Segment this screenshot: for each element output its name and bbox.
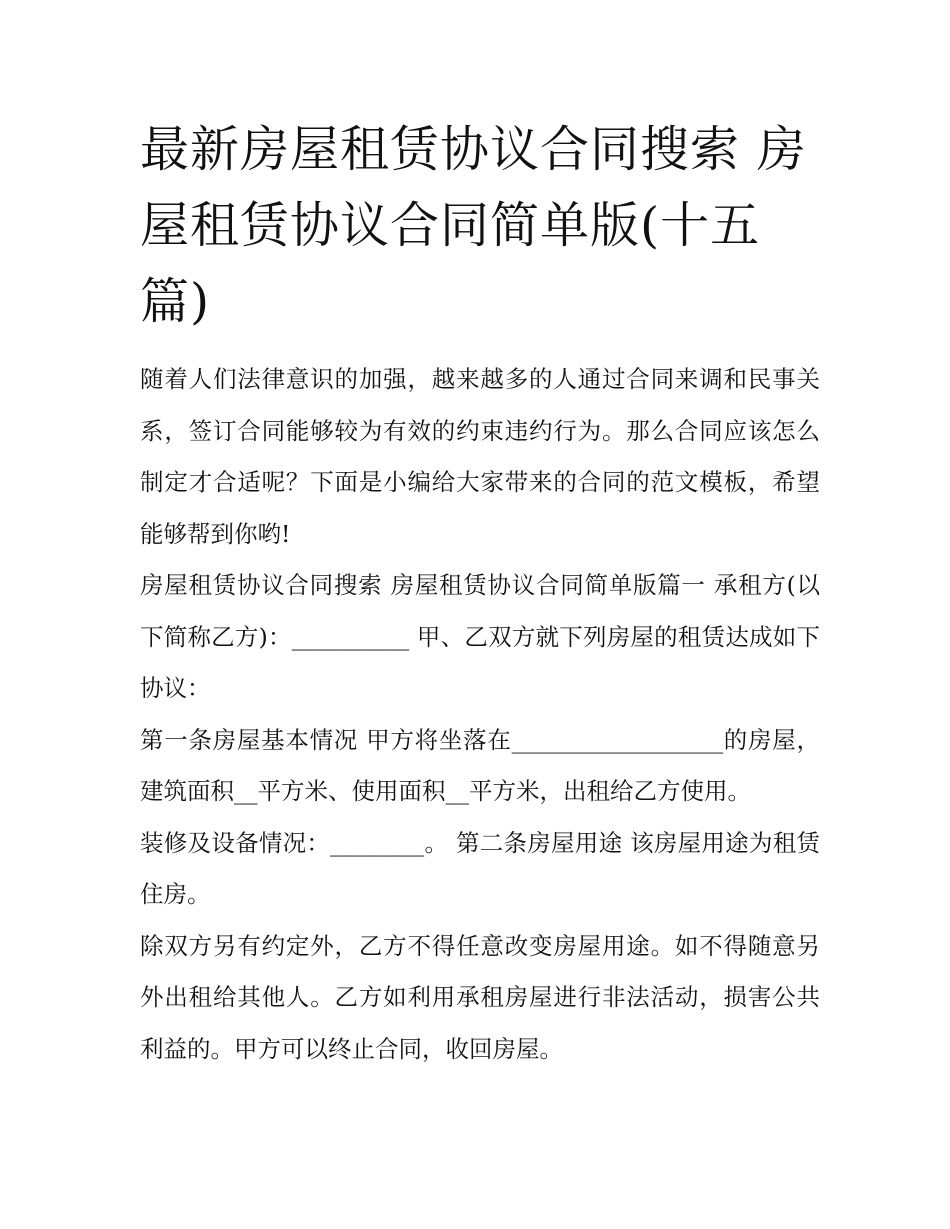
- paragraph-article-one: 第一条房屋基本情况 甲方将坐落在__________________的房屋，建筑面积__平方米、使用面积__平方米，出租给乙方使用。: [140, 725, 820, 805]
- paragraph-article-two: 装修及设备情况：________。 第二条房屋用途 该房屋用途为租赁住房。: [140, 828, 820, 908]
- paragraph-intro: 随着人们法律意识的加强，越来越多的人通过合同来调和民事关系，签订合同能够较为有效的约束违约行为。那么合同应该怎么制定才合适呢？下面是小编给大家带来的合同的范文模板，希望能够帮到你哟!: [140, 365, 820, 548]
- document-title: 最新房屋租赁协议合同搜索 房屋租赁协议合同简单版(十五篇): [140, 121, 807, 330]
- paragraph-contract-opening: 房屋租赁协议合同搜索 房屋租赁协议合同简单版篇一 承租方(以下简称乙方)：__________ 甲、乙双方就下列房屋的租赁达成如下协议：: [140, 571, 820, 702]
- paragraph-usage-restriction: 除双方另有约定外，乙方不得任意改变房屋用途。如不得随意另外出租给其他人。乙方如利用承租房屋进行非法活动，损害公共利益的。甲方可以终止合同，收回房屋。: [140, 931, 820, 1063]
- document-body: [140, 354, 820, 1075]
